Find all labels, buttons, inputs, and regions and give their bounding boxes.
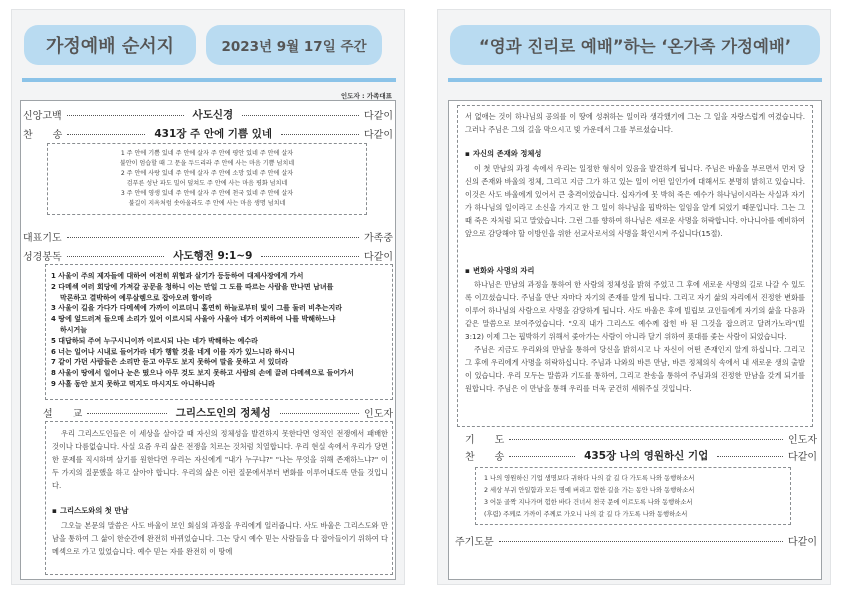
title-pill: “영과 진리로 예배”하는 ‘온가족 가정예배’ (450, 25, 820, 65)
order-label: 찬 송 (23, 130, 63, 141)
verse: 4 땅에 엎드러져 들으매 소리가 있어 이르시되 사울아 사울아 네가 어찌하여 나를 박해하느냐 (51, 315, 336, 324)
sermon-subheading: ▪ 자신의 존재와 정체성 (465, 149, 541, 159)
sermon-paragraph (52, 519, 388, 558)
sermon-paragraph (465, 110, 805, 136)
dot-leader (717, 456, 783, 457)
header-rule (448, 78, 822, 82)
dot-leader (242, 115, 359, 116)
order-row-scripture (23, 248, 393, 263)
order-label: 성경봉독 (23, 252, 62, 263)
order-leader: 가족중 (364, 233, 393, 244)
verse: 5 대답하되 주여 누구시니이까 이르시되 나는 네가 박해하는 예수라 (51, 336, 258, 345)
dot-leader (67, 237, 359, 238)
order-item: 431장 주 안에 기쁨 있네 (150, 126, 276, 141)
sermon-paragraph (465, 278, 805, 395)
hymn-line: (후렴) 주께로 가까이 주께로 가오니 나의 갈 길 다 가도록 나와 동행하소서 (484, 511, 688, 518)
sermon-subheading: ▪ 그리스도와의 첫 만남 (52, 506, 128, 516)
order-leader: 인도자 (364, 409, 394, 420)
order-frame (20, 100, 396, 580)
verse: 6 너는 일어나 시내로 들어가라 네가 행할 것을 네게 이를 자가 있느니라 하시니 (51, 347, 295, 356)
hymn-lyrics (484, 473, 784, 521)
sermon-continued-box (457, 105, 813, 427)
order-label: 기 도 (465, 435, 505, 446)
sermon-text: 이 첫 만남의 과정 속에서 우리는 일정한 형식이 있음을 발견하게 됩니다. 주님은 바울을 부르면서 먼저 당신의 존재와 바울의 정체, 그리고 지금 그가 하고 있는 일이 어떤 일인가에 대해서도 분명히 밝히고 있습니다. 이것은 사도 바울에게 있어서 큰 충격이었습니다. 십자가에 못 박혀 죽은 예수가 하나님이시라는 사실과 자기가 하나님의 일이라고 소신을 가지고 한 그 일이 하나님을 핍박하는 일임을 알게 되었기 때문입니다. 그는 그때 죽은 자처럼 되고 말았습니다. 그런 그를 향하여 하나님은 새로운 사명을 허락합니다. 아나니아를 예비하여 앞으로 감당해야 할 이방인을 위한 선교사로서의 사명을 확인시켜 주십니다(15절). (465, 164, 805, 238)
sermon-subheading: ▪ 변화와 사명의 자리 (465, 266, 534, 276)
hymn-line: 1 나의 영원하신 기업 생명보다 귀하다 나의 갈 길 다 가도록 나와 동행하소서 (484, 475, 695, 482)
hymn-box (47, 143, 367, 215)
order-leader: 다같이 (788, 452, 818, 463)
dot-leader (509, 439, 783, 440)
sermon-text: 우리 그리스도인들은 이 세상을 살아갈 때 자신의 정체성을 발견하지 못한다면 영적인 전쟁에서 패배한 것이나 다름없습니다. 사실 요즘 우리 삶은 전쟁을 치르는 것처럼 치열합니다. 우리 현실 속에서 우리가 당면한 문제를 직시하며 살기를 원한다면 우리는 자신에게 "내가 누구냐?" "나는 무엇을 위해 존재하느냐?" 이 두 가지의 질문했을 하고 살아야 합니다. 우리의 삶은 이런 질문에서부터 변화를 이루어내도록 만들 것입니다. (52, 429, 388, 490)
order-label: 찬 송 (465, 452, 505, 463)
verse: 8 사울이 땅에서 일어나 눈은 떴으나 아무 것도 보지 못하고 사람의 손에 끌려 다메섹으로 들어가서 (51, 369, 354, 378)
hymn-line: 2 세상 부귀 안일함과 모든 명예 버리고 험한 길을 가는 동안 나와 동행하소서 (484, 487, 695, 494)
dot-leader (67, 134, 145, 135)
order-leader: 인도자 (788, 435, 817, 446)
title-pill: 가정예배 순서지 (24, 25, 196, 65)
continuation-frame (448, 100, 822, 580)
verse: 3 사울이 길을 가다가 다메섹에 가까이 이르더니 홀연히 하늘로부터 빛이 그를 둘러 비추는지라 (51, 304, 343, 313)
right-page (437, 9, 831, 585)
sermon-text: 그오늘 본문의 말씀은 사도 바울이 보인 회심의 과정을 우리에게 일러줍니다. 사도 바울은 그리스도와 만남을 통하여 그 삶이 한순간에 완전히 바뀌었습니다. 그는 당시 예수 믿는 사람들을 다 잡아들이기 위하여 다메섹으로 가고 있었습니다. 예수 믿는 자를 완전히 이 땅에 (52, 521, 388, 556)
dot-leader (67, 256, 165, 257)
hymn-line: 3 주 안에 영생 있네 주 안에 살자 주 안에 천국 있네 주 안에 살자 (120, 190, 294, 197)
order-leader: 다같이 (364, 111, 394, 122)
order-row-closing-hymn (465, 448, 817, 463)
order-row-creed (23, 107, 393, 122)
hymn-line: 1 주 안에 기쁨 있네 주 안에 살자 주 안에 평안 있네 주 안에 살자 (120, 150, 294, 157)
dot-leader (67, 115, 184, 116)
verse: 1 사울이 주의 제자들에 대하여 여전히 위협과 살기가 등등하여 대제사장에게 가서 (51, 272, 304, 280)
order-row-lords-prayer (455, 533, 817, 548)
dot-leader (280, 413, 359, 414)
hymn-box (475, 467, 791, 525)
sermon-paragraph (52, 427, 388, 492)
order-label: 주기도문 (455, 537, 494, 548)
hymn-line: 불안이 엄습할 때 그 문을 두드리라 주 안에 사는 마음 기쁨 넘치네 (119, 160, 295, 167)
hymn-line: 불길이 지옥처럼 솟아올라도 주 안에 사는 마음 생명 넘치네 (128, 200, 286, 207)
dot-leader (261, 256, 359, 257)
order-leader: 다같이 (364, 130, 393, 141)
order-label: 신앙고백 (23, 111, 62, 122)
scripture-text (51, 271, 389, 390)
order-item: 그리스도인의 정체성 (172, 405, 275, 420)
order-row-hymn (23, 126, 393, 141)
hymn-lyrics (52, 149, 362, 209)
date-pill: 2023년 9월 17일 주간 (206, 25, 382, 65)
dot-leader (87, 413, 166, 414)
order-item: 사도행전 9:1~9 (169, 248, 256, 263)
dot-leader (509, 456, 575, 457)
left-page (11, 9, 405, 585)
hymn-line: 3 어둔 골짝 지나가며 험한 바다 건너서 천국 문에 이르도록 나와 동행하소서 (484, 499, 693, 506)
order-item: 사도신경 (189, 107, 238, 122)
sermon-paragraph (465, 162, 805, 240)
order-label: 설 교 (43, 409, 83, 420)
verse: 막론하고 결박하여 예루살렘으로 잡아오려 함이라 (60, 293, 212, 302)
hymn-line: 검푸른 성난 파도 밀어 덮쳐도 주 안에 사는 마음 평화 넘치네 (126, 180, 288, 187)
header-rule (22, 78, 396, 82)
dot-leader (281, 134, 359, 135)
verse: 2 다메섹 여러 회당에 가져갈 공문을 청하니 이는 만일 그 도를 따르는 사람을 만나면 남녀를 (51, 282, 334, 291)
sermon-text: 하나님은 만남의 과정을 통하여 한 사람의 정체성을 밝혀 주었고 그 후에 새로운 사명의 길로 나갈 수 있도록 이끄셨습니다. 주님을 만난 자마다 자기의 존재를 알게 됩니다. 그리고 자기 삶의 자리에서 진정한 변화를 이루어 하나님의 사람으로 사명을 감당하게 됩니다. 사도 바울은 후에 빌립보 교인들에게 자기의 삶을 다음과 같은 말씀으로 보여주었습니다. "오직 내가 그리스도 예수께 잡힌 바 된 그것을 잡으려고 달려가노라"(빌3:12) 이제 그는 핍박하기 위해서 좇아가는 사람이 아니라 달기 위하여 푯대를 좇는 사람이 되었습니다. (465, 280, 805, 341)
sermon-text: 주님은 지금도 우리와의 만남을 통하여 당신을 밝히시고 나 자신이 어떤 존재인지 알게 하십니다. 그리고 그 후에 우리에게 사명을 허락하십니다. 주님과 나와의 바른 만남, 바른 정체의식 속에서 내 새로운 생의 출발이 있습니다. 우리 모두는 말씀과 기도를 통하여, 그리고 찬송을 통하여 주님과의 진정한 만남을 갖게 되기를 원합니다. 주님은 이 만남을 통해 우리를 더욱 굳건히 세워주실 것입니다. (465, 345, 805, 393)
hymn-line: 2 주 안에 사랑 있네 주 안에 살자 주 안에 소망 있네 주 안에 살자 (120, 170, 294, 177)
verse: 7 같이 가던 사람들은 소리만 듣고 아무도 보지 못하여 말을 못하고 서 있더라 (51, 358, 288, 367)
order-leader: 다같이 (364, 252, 393, 263)
order-label: 대표기도 (23, 233, 62, 244)
sermon-text: 서 없애는 것이 하나님의 공의를 이 땅에 성취하는 일이라 생각했기에 그는 그 일을 자랑스럽게 여겼습니다. 그러나 주님은 그의 길을 막으시고 빛 가운데서 그를 부르셨습니다. (465, 112, 805, 134)
sermon-box (45, 421, 393, 575)
verse: 하시거늘 (60, 325, 88, 334)
verse: 9 사흘 동안 보지 못하고 먹지도 마시지도 아니하니라 (51, 379, 215, 388)
dot-leader (499, 541, 783, 542)
order-item: 435장 나의 영원하신 기업 (580, 448, 712, 463)
leader-label: 인도자 : 가족대표 (340, 92, 392, 100)
order-row-closing-prayer (465, 431, 817, 446)
order-row-prayer (23, 229, 393, 244)
order-row-sermon (43, 405, 393, 420)
order-leader: 다같이 (788, 537, 817, 548)
scripture-box (45, 264, 393, 400)
